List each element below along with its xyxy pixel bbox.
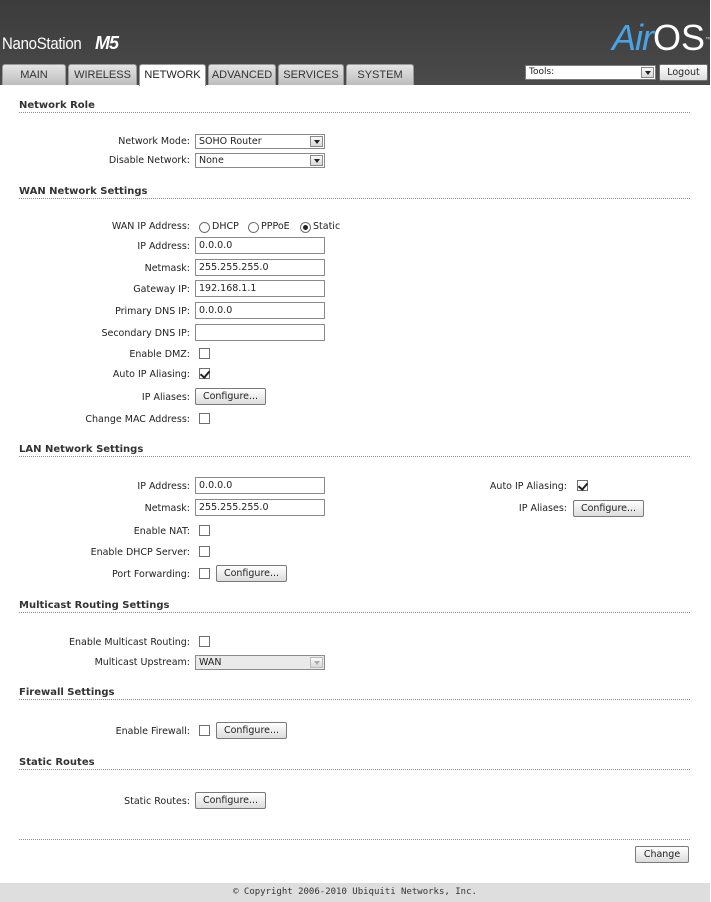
product-brand: NanoStation [2,34,82,53]
chevron-down-icon [310,657,323,668]
logout-button[interactable]: Logout [659,64,708,81]
static-routes-label: Static Routes: [124,796,190,807]
tab-advanced[interactable]: ADVANCED [208,64,276,85]
section-title-static-routes: Static Routes [19,757,95,768]
wan-netmask-input[interactable]: 255.255.255.0 [195,259,325,276]
section-title-network-role: Network Role [19,100,95,111]
lan-nat-label: Enable NAT: [133,526,190,537]
wan-static-label: Static [313,221,341,232]
lan-ip-label: IP Address: [137,481,190,492]
lan-aliases-configure-button[interactable]: Configure... [573,500,644,517]
copyright-footer: © Copyright 2006-2010 Ubiquiti Networks, Inc. [0,883,710,902]
wan-gateway-label: Gateway IP: [133,284,190,295]
disable-network-select[interactable]: None [195,153,325,168]
section-title-wan: WAN Network Settings [19,186,148,197]
tab-system[interactable]: SYSTEM [346,64,414,85]
wan-pppoe-radio[interactable] [248,222,259,233]
wan-ip-mode-label: WAN IP Address: [111,221,190,232]
wan-alias-checkbox[interactable] [199,368,210,379]
tools-dropdown-value: Tools: [529,67,555,77]
wan-dns1-label: Primary DNS IP: [115,306,190,317]
chevron-down-icon [310,136,323,147]
lan-alias-checkbox[interactable] [577,480,588,491]
wan-alias-label: Auto IP Aliasing: [112,369,190,380]
header-bar [0,0,710,85]
wan-static-radio[interactable] [300,222,311,233]
lan-nat-checkbox[interactable] [199,525,210,536]
tab-services[interactable]: SERVICES [278,64,344,85]
tab-network[interactable]: NETWORK [139,64,206,86]
wan-dns2-label: Secondary DNS IP: [101,328,190,339]
wan-dhcp-label: DHCP [212,221,239,232]
firewall-configure-button[interactable]: Configure... [216,722,287,739]
tab-main[interactable]: MAIN [2,64,66,85]
divider [19,612,690,613]
lan-aliases-label: IP Aliases: [518,503,567,514]
network-mode-select[interactable]: SOHO Router [195,134,325,149]
divider [19,839,690,840]
lan-netmask-label: Netmask: [144,503,190,514]
multicast-upstream-label: Multicast Upstream: [94,657,190,668]
multicast-upstream-select[interactable]: WAN [195,655,325,670]
multicast-enable-checkbox[interactable] [199,636,210,647]
divider [19,769,690,770]
wan-aliases-configure-button[interactable]: Configure... [195,388,266,405]
firewall-enable-label: Enable Firewall: [115,726,190,737]
divider [19,112,690,113]
lan-dhcp-label: Enable DHCP Server: [90,547,190,558]
disable-network-label: Disable Network: [108,155,190,166]
wan-dns2-input[interactable] [195,324,325,341]
section-title-lan: LAN Network Settings [19,444,144,455]
wan-pppoe-label: PPPoE [261,221,290,232]
lan-ip-input[interactable]: 0.0.0.0 [195,477,325,494]
lan-netmask-input[interactable]: 255.255.255.0 [195,499,325,516]
wan-dhcp-radio[interactable] [199,222,210,233]
change-button[interactable]: Change [635,846,689,863]
multicast-enable-label: Enable Multicast Routing: [69,637,190,648]
wan-ip-label: IP Address: [137,241,190,252]
wan-mac-label: Change MAC Address: [85,414,190,425]
wan-ip-input[interactable]: 0.0.0.0 [195,237,325,254]
wan-mac-checkbox[interactable] [199,413,210,424]
product-model: M5 [95,33,119,53]
lan-portfwd-checkbox[interactable] [199,568,210,579]
wan-netmask-label: Netmask: [144,263,190,274]
network-mode-label: Network Mode: [118,136,190,147]
divider [19,456,690,457]
lan-dhcp-checkbox[interactable] [199,546,210,557]
section-title-firewall: Firewall Settings [19,687,115,698]
airos-logo: AirOS ™ [612,17,711,58]
divider [19,699,690,700]
wan-aliases-label: IP Aliases: [141,392,190,403]
lan-alias-label: Auto IP Aliasing: [489,481,567,492]
divider [19,198,690,199]
static-routes-configure-button[interactable]: Configure... [195,792,266,809]
chevron-down-icon [641,67,654,78]
tab-wireless[interactable]: WIRELESS [68,64,137,85]
lan-portfwd-configure-button[interactable]: Configure... [216,565,287,582]
chevron-down-icon [310,155,323,166]
section-title-multicast: Multicast Routing Settings [19,600,170,611]
lan-portfwd-label: Port Forwarding: [112,569,190,580]
tools-dropdown[interactable] [525,65,656,80]
wan-dns1-input[interactable]: 0.0.0.0 [195,302,325,319]
firewall-enable-checkbox[interactable] [199,725,210,736]
wan-gateway-input[interactable]: 192.168.1.1 [195,280,325,297]
wan-dmz-label: Enable DMZ: [129,349,190,360]
wan-dmz-checkbox[interactable] [199,348,210,359]
